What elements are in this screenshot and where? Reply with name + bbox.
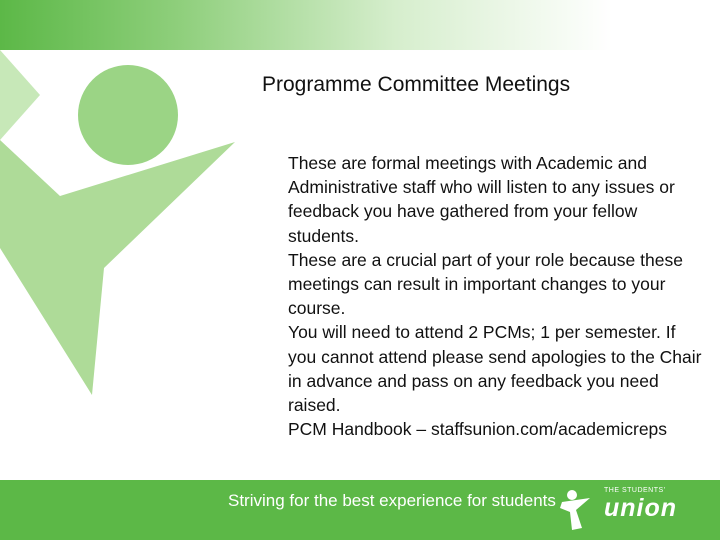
figure-head xyxy=(78,65,178,165)
body-paragraph: These are a crucial part of your role because these meetings can result in important changes to your course. xyxy=(288,249,683,319)
footer-tagline: Striving for the best experience for students xyxy=(228,491,556,510)
figure-body xyxy=(0,140,235,395)
body-paragraph: These are formal meetings with Academic and Administrative staff who will listen to any issues or feedback you have gathered from your fellow students. xyxy=(288,153,675,246)
figure-upper-arm xyxy=(0,50,40,140)
logo-wordmark: union xyxy=(604,494,678,522)
slide-body xyxy=(288,151,708,441)
body-paragraph: You will need to attend 2 PCMs; 1 per semester. If you cannot attend please send apologies to the Chair in advance and pass on any feedback you need raised. xyxy=(288,322,702,416)
logo-small-text: THE STUDENTS' xyxy=(604,487,666,494)
slide-title: Programme Committee Meetings xyxy=(262,73,571,96)
body-paragraph: PCM Handbook – staffsunion.com/academicreps xyxy=(288,419,668,440)
